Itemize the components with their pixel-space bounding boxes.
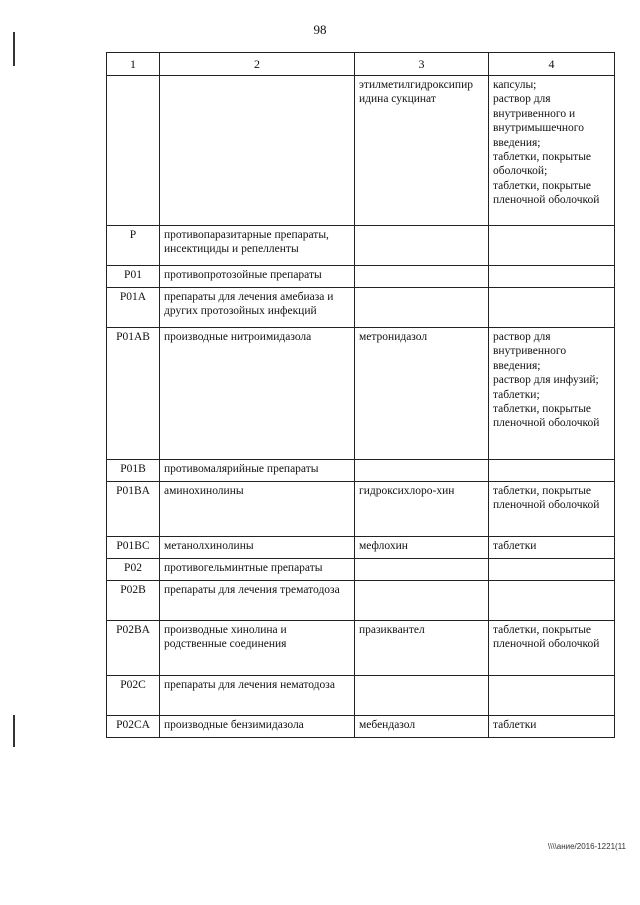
dosage-form-cell xyxy=(489,288,615,328)
drug-name-cell xyxy=(355,288,489,328)
page-number: 98 xyxy=(313,22,327,37)
atc-code-cell: P xyxy=(107,226,160,266)
table-row xyxy=(107,581,615,621)
atc-code-cell: P01BC xyxy=(107,537,160,559)
table-row xyxy=(107,482,615,537)
dosage-form-cell: капсулы; раствор для внутривенного и внутримышечного введения; таблетки, покрытые оболочкой; таблетки, покрытые пленочной оболочкой xyxy=(489,76,615,226)
table-row xyxy=(107,676,615,716)
table-row xyxy=(107,460,615,482)
atc-code-cell: P02CA xyxy=(107,716,160,738)
dosage-form-cell xyxy=(489,226,615,266)
group-name-cell: производные хинолина и родственные соединения xyxy=(160,621,355,676)
dosage-form-cell xyxy=(489,266,615,288)
table-header-row xyxy=(107,53,615,76)
atc-code-cell: P02BA xyxy=(107,621,160,676)
drug-name-cell: мефлохин xyxy=(355,537,489,559)
table-row xyxy=(107,266,615,288)
dosage-form-cell xyxy=(489,460,615,482)
column-header: 2 xyxy=(160,53,355,76)
table-row xyxy=(107,76,615,226)
drug-name-cell xyxy=(355,581,489,621)
drug-table xyxy=(106,52,615,738)
group-name-cell: противогельминтные препараты xyxy=(160,559,355,581)
drug-name-cell xyxy=(355,559,489,581)
drug-name-cell: празиквантел xyxy=(355,621,489,676)
column-header: 4 xyxy=(489,53,615,76)
group-name-cell: производные бензимидазола xyxy=(160,716,355,738)
dosage-form-cell: таблетки, покрытые пленочной оболочкой xyxy=(489,621,615,676)
margin-mark xyxy=(13,715,15,747)
column-header: 1 xyxy=(107,53,160,76)
drug-name-cell xyxy=(355,676,489,716)
atc-code-cell: P01 xyxy=(107,266,160,288)
drug-name-cell: гидроксихлоро-хин xyxy=(355,482,489,537)
dosage-form-cell: раствор для внутривенного введения; раствор для инфузий; таблетки; таблетки, покрытые пленочной оболочкой xyxy=(489,328,615,460)
atc-code-cell: P01B xyxy=(107,460,160,482)
table-row xyxy=(107,621,615,676)
drug-name-cell xyxy=(355,460,489,482)
group-name-cell: метанолхинолины xyxy=(160,537,355,559)
atc-code-cell: P01BA xyxy=(107,482,160,537)
column-header: 3 xyxy=(355,53,489,76)
drug-name-cell: мебендазол xyxy=(355,716,489,738)
group-name-cell xyxy=(160,76,355,226)
table-row xyxy=(107,328,615,460)
drug-name-cell xyxy=(355,226,489,266)
dosage-form-cell: таблетки xyxy=(489,537,615,559)
dosage-form-cell xyxy=(489,676,615,716)
table-row xyxy=(107,716,615,738)
atc-code-cell: P02C xyxy=(107,676,160,716)
group-name-cell: противопаразитарные препараты, инсектициды и репелленты xyxy=(160,226,355,266)
group-name-cell: препараты для лечения амебиаза и других протозойных инфекций xyxy=(160,288,355,328)
table-row xyxy=(107,559,615,581)
group-name-cell: противопротозойные препараты xyxy=(160,266,355,288)
footer-note: \\\\ание/2016-1221(11 xyxy=(547,842,626,851)
group-name-cell: препараты для лечения трематодоза xyxy=(160,581,355,621)
table-row xyxy=(107,537,615,559)
atc-code-cell: P01A xyxy=(107,288,160,328)
atc-code-cell: P02B xyxy=(107,581,160,621)
dosage-form-cell xyxy=(489,581,615,621)
dosage-form-cell xyxy=(489,559,615,581)
drug-name-cell xyxy=(355,266,489,288)
table-row xyxy=(107,288,615,328)
group-name-cell: противомалярийные препараты xyxy=(160,460,355,482)
atc-code-cell: P01AB xyxy=(107,328,160,460)
dosage-form-cell: таблетки xyxy=(489,716,615,738)
drug-name-cell: метронидазол xyxy=(355,328,489,460)
drug-name-cell: этилметилгидроксипир идина сукцинат xyxy=(355,76,489,226)
group-name-cell: аминохинолины xyxy=(160,482,355,537)
atc-code-cell: P02 xyxy=(107,559,160,581)
group-name-cell: препараты для лечения нематодоза xyxy=(160,676,355,716)
atc-code-cell xyxy=(107,76,160,226)
group-name-cell: производные нитроимидазола xyxy=(160,328,355,460)
dosage-form-cell: таблетки, покрытые пленочной оболочкой xyxy=(489,482,615,537)
table-row xyxy=(107,226,615,266)
